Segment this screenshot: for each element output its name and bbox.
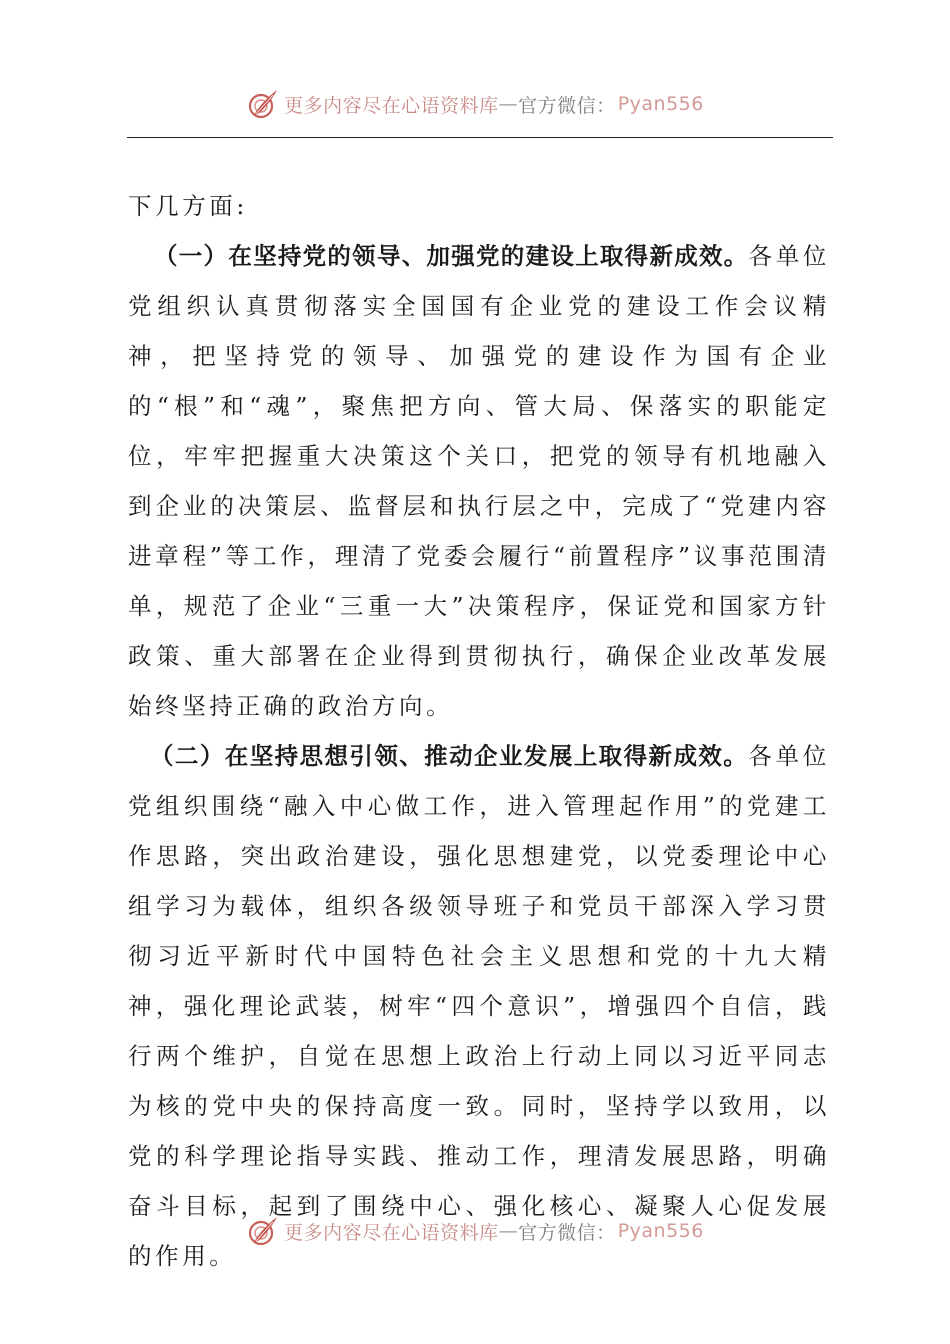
intro-paragraph: 下几方面: [128, 192, 248, 220]
document-body [128, 181, 830, 1281]
header-rule [127, 137, 833, 138]
section-1-text: 各单位党组织认真贯彻落实全国国有企业党的建设工作会议精神，把坚持党的领导、加强党的建设作为国有企业的“根”和“魂”，聚焦把方向、管大局、保落实的职能定位，牢牢把握重大决策这个关口，把党的领导有机地融入到企业的决策层、监督层和执行层之中，完成了“党建内容进章程”等工作，理清了党委会履行“前置程序”议事范围清单，规范了企业“三重一大”决策程序，保证党和国家方针政策、重大部署在企业得到贯彻执行，确保企业改革发展始终坚持正确的政治方向。 [128, 242, 830, 720]
watermark-dash: — [498, 93, 519, 115]
watermark-dash: — [498, 1220, 519, 1242]
section-2-text: 各单位党组织围绕“融入中心做工作，进入管理起作用”的党建工作思路，突出政治建设，强化思想建党，以党委理论中心组学习为载体，组织各级领导班子和党员干部深入学习贯彻习近平新时代中国特色社会主义思想和党的十九大精神，强化理论武装，树牢“四个意识”，增强四个自信，践行两个维护，自觉在思想上政治上行动上同以习近平同志为核的党中央的保持高度一致。同时，坚持学以致用，以党的科学理论指导实践、推动工作，理清发展思路，明确奋斗目标，起到了围绕中心、强化核心、凝聚人心促发展的作用。 [128, 742, 830, 1270]
section-2-paragraph [128, 731, 830, 1281]
quill-logo-icon [246, 1214, 280, 1248]
watermark-brand: 更多内容尽在心语资料库 [284, 1221, 499, 1244]
section-1-heading: （一）在坚持党的领导、加强党的建设上取得新成效。 [154, 242, 749, 270]
watermark-wechat-id: Pyan556 [617, 1220, 704, 1242]
watermark-official: 官方微信： [518, 1221, 616, 1244]
header-watermark [0, 84, 950, 124]
quill-logo-icon [246, 87, 280, 121]
footer-watermark [0, 1211, 950, 1251]
watermark-wechat-id: Pyan556 [617, 93, 704, 115]
section-2-heading: （二）在坚持思想引领、推动企业发展上取得新成效。 [150, 742, 749, 770]
watermark-brand: 更多内容尽在心语资料库 [284, 94, 499, 117]
watermark-official: 官方微信： [518, 94, 616, 117]
section-1-paragraph [128, 231, 830, 731]
